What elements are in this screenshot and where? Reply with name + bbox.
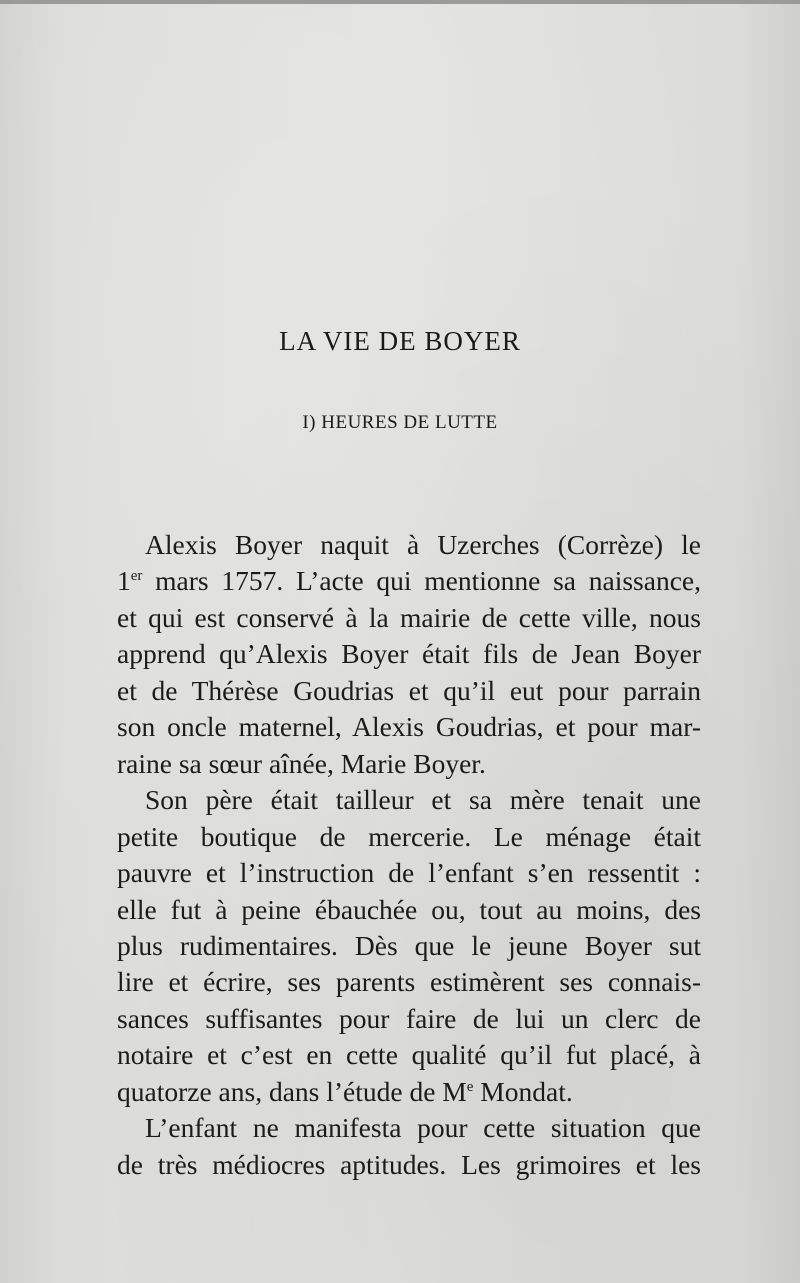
text-fragment: lire et écrire, ses parents estimèrent ses connais- — [117, 966, 701, 998]
text-fragment: plus rudimentaires. Dès que le jeune Boyer sut — [117, 929, 701, 961]
section-heading: I) HEURES DE LUTTE — [302, 412, 498, 433]
superscript: er — [130, 568, 143, 585]
text-fragment: son oncle maternel, Alexis Goudrias, et pour mar- — [117, 711, 701, 743]
text-line — [117, 926, 701, 966]
text-fragment: L’enfant ne manifesta pour cette situation que — [145, 1112, 701, 1144]
text-fragment: raine sa sœur aînée, Marie Boyer. — [117, 747, 486, 779]
text-line — [117, 671, 701, 711]
text-line — [145, 525, 701, 565]
text-line — [117, 1145, 701, 1185]
text-fragment: sances suffisantes pour faire de lui un clerc de — [117, 1002, 701, 1034]
text-line — [117, 744, 701, 784]
text-fragment: Son père était tailleur et sa mère tenait une — [145, 784, 701, 816]
page-top-edge — [0, 0, 800, 4]
text-line — [117, 853, 701, 893]
text-fragment: mars 1757. L’acte qui mentionne sa naissance, — [142, 565, 701, 597]
text-fragment: et qui est conservé à la mairie de cette ville, nous — [117, 601, 701, 633]
text-fragment: 1 — [117, 565, 131, 597]
text-fragment: Mondat. — [473, 1075, 573, 1107]
text-line — [117, 817, 701, 857]
text-line — [117, 999, 701, 1039]
text-line — [117, 962, 701, 1002]
text-line — [117, 634, 701, 674]
text-fragment: Alexis Boyer naquit à Uzerches (Corrèze) le — [145, 529, 701, 560]
text-fragment: apprend qu’Alexis Boyer était fils de Jean Boyer — [117, 638, 701, 670]
text-fragment: quatorze ans, dans l’étude de M — [117, 1075, 467, 1107]
text-fragment: notaire et c’est en cette qualité qu’il fut placé, à — [117, 1039, 701, 1071]
text-line — [117, 598, 701, 638]
text-fragment: et de Thérèse Goudrias et qu’il eut pour parrain — [117, 674, 701, 706]
superscript: e — [466, 1078, 474, 1095]
text-fragment: pauvre et l’instruction de l’enfant s’en ressentit : — [117, 857, 701, 889]
text-line — [145, 1108, 701, 1148]
text-line — [117, 1072, 701, 1112]
text-line — [117, 890, 701, 930]
text-line — [117, 561, 701, 601]
text-line — [117, 1035, 701, 1075]
text-fragment: petite boutique de mercerie. Le ménage était — [117, 820, 701, 852]
chapter-title: LA VIE DE BOYER — [279, 326, 521, 356]
text-fragment: elle fut à peine ébauchée ou, tout au moins, des — [117, 893, 701, 925]
text-fragment: de très médiocres aptitudes. Les grimoires et les — [117, 1148, 701, 1180]
text-line — [117, 707, 701, 747]
text-line — [145, 780, 701, 820]
